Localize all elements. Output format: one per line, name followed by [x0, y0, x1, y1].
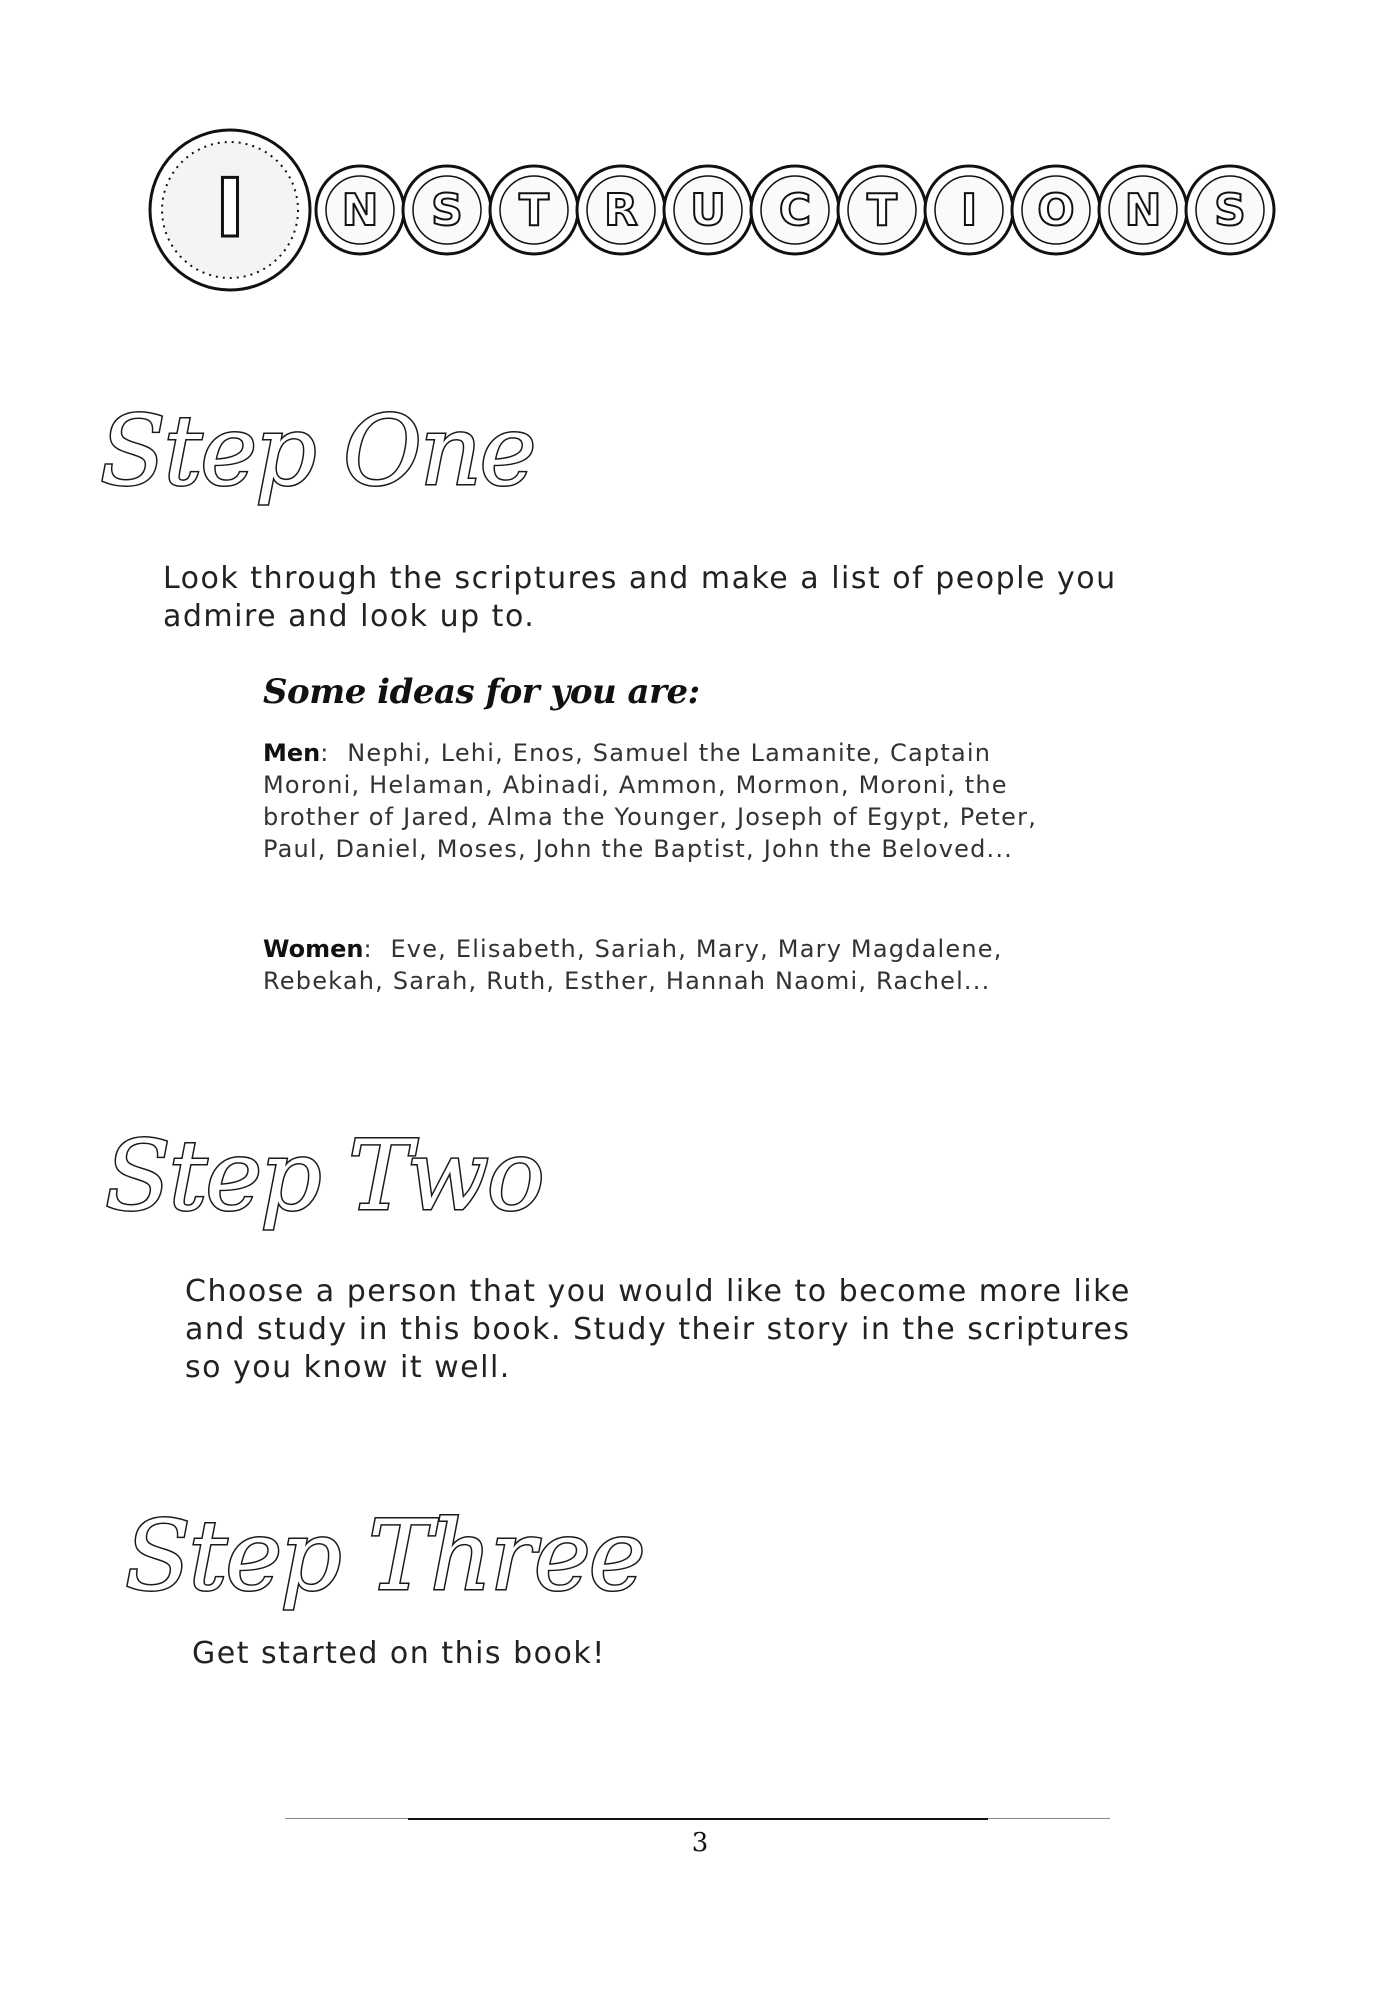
step-three-heading: Step Three: [125, 1500, 644, 1612]
step-one-text: Look through the scriptures and make a list of people you admire and look up to.: [163, 561, 1117, 634]
women-colon: :: [363, 935, 391, 963]
ideas-men: [263, 737, 1063, 865]
page-number: 3: [691, 1828, 709, 1858]
title-letter: R: [604, 185, 638, 236]
step-three-text: Get started on this book!: [192, 1636, 606, 1671]
title-letter: T: [866, 185, 898, 236]
instructions-title: [130, 120, 1290, 300]
title-letter: N: [1124, 185, 1162, 236]
ideas-heading: Some ideas for you are:: [263, 672, 700, 712]
title-letter: T: [518, 185, 550, 236]
title-letter: O: [1037, 185, 1075, 236]
ideas-women: [263, 933, 1063, 997]
step-two-text: Choose a person that you would like to become more like and study in this book. Study their story in the scriptures so you know it well.: [185, 1274, 1131, 1385]
women-list: Eve, Elisabeth, Sariah, Mary, Mary Magdalene, Rebekah, Sarah, Ruth, Esther, Hannah Naomi, Rachel...: [263, 935, 1003, 995]
title-letter: S: [431, 185, 463, 236]
instructions-title-graphic: [130, 120, 1290, 300]
men-label: Men: [263, 739, 321, 767]
title-letter: U: [690, 185, 726, 236]
title-letter: N: [341, 185, 379, 236]
title-letter: I: [960, 185, 978, 236]
women-label: Women: [263, 935, 364, 963]
men-colon: :: [320, 739, 348, 767]
step-one-heading: Step One: [100, 395, 535, 507]
footer-rule-accent: [408, 1818, 988, 1820]
title-letter: S: [1214, 185, 1246, 236]
step-two-heading: Step Two: [105, 1120, 543, 1232]
title-letter: I: [215, 162, 245, 255]
title-letter: C: [778, 185, 812, 236]
men-list: Nephi, Lehi, Enos, Samuel the Lamanite, Captain Moroni, Helaman, Abinadi, Ammon, Mormon, Moroni, the brother of Jared, Alma the Younger, Joseph of Egypt, Peter, Paul, Daniel, Moses, John the Baptist, John the Beloved...: [263, 739, 1038, 863]
